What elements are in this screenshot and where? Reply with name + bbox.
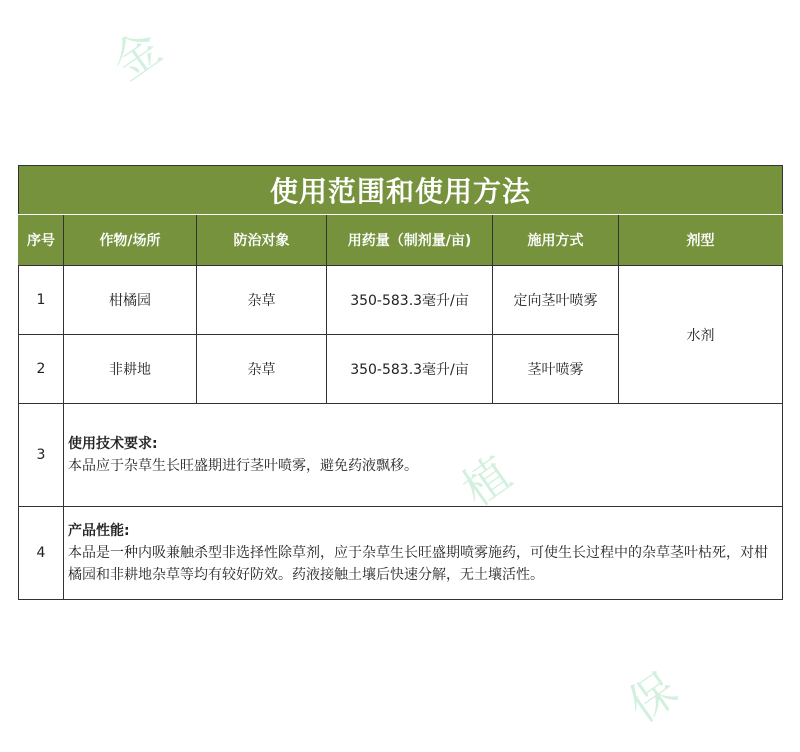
header-target: 防治对象 xyxy=(197,215,327,266)
performance-heading: 产品性能: xyxy=(68,523,130,539)
cell-no: 4 xyxy=(19,507,64,600)
cell-dosage: 350-583.3毫升/亩 xyxy=(327,335,493,404)
product-performance xyxy=(64,507,783,600)
cell-method: 定向茎叶喷雾 xyxy=(493,266,619,335)
performance-row xyxy=(19,507,783,600)
header-row xyxy=(19,215,783,266)
cell-crop: 柑橘园 xyxy=(64,266,197,335)
table-row xyxy=(19,266,783,335)
watermark-char-2: 植 xyxy=(452,446,522,517)
usage-table xyxy=(18,165,783,600)
cell-no: 3 xyxy=(19,404,64,507)
cell-no: 1 xyxy=(19,266,64,335)
cell-no: 2 xyxy=(19,335,64,404)
table-title: 使用范围和使用方法 xyxy=(19,166,783,215)
header-method: 施用方式 xyxy=(493,215,619,266)
tech-heading: 使用技术要求: xyxy=(68,436,158,452)
tech-requirements-row xyxy=(19,404,783,507)
cell-method: 茎叶喷雾 xyxy=(493,335,619,404)
tech-body: 本品应于杂草生长旺盛期进行茎叶喷雾，避免药液飘移。 xyxy=(68,458,418,474)
tech-requirements xyxy=(64,404,783,507)
header-crop: 作物/场所 xyxy=(64,215,197,266)
cell-target: 杂草 xyxy=(197,335,327,404)
cell-formulation: 水剂 xyxy=(619,266,783,404)
header-dosage: 用药量（制剂量/亩) xyxy=(327,215,493,266)
header-formulation: 剂型 xyxy=(619,215,783,266)
watermark-char-3: 保 xyxy=(618,662,688,733)
watermark-char-1: 金 xyxy=(102,20,172,91)
header-no: 序号 xyxy=(19,215,64,266)
cell-target: 杂草 xyxy=(197,266,327,335)
cell-dosage: 350-583.3毫升/亩 xyxy=(327,266,493,335)
performance-body: 本品是一种内吸兼触杀型非选择性除草剂，应于杂草生长旺盛期喷雾施药，可使生长过程中的杂草茎叶枯死，对柑橘园和非耕地杂草等均有较好防效。药液接触土壤后快速分解，无土壤活性。 xyxy=(68,545,768,583)
cell-crop: 非耕地 xyxy=(64,335,197,404)
